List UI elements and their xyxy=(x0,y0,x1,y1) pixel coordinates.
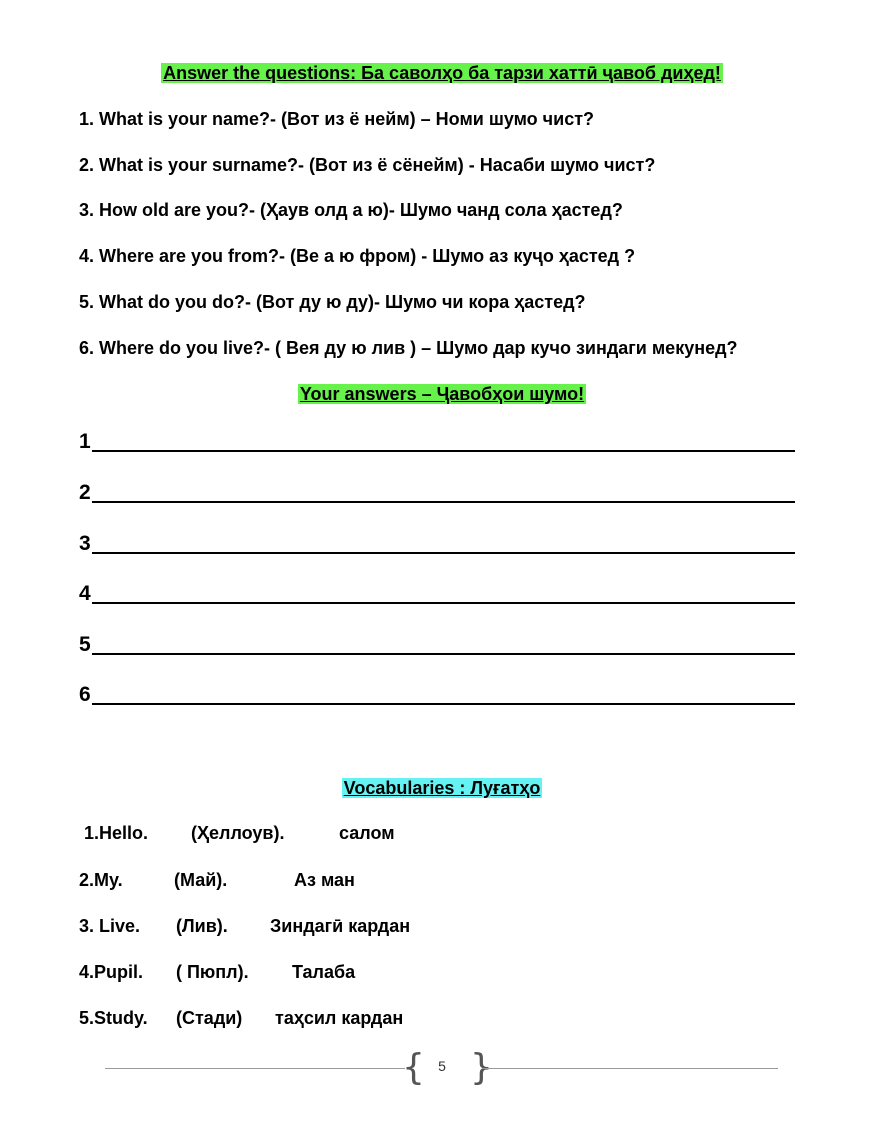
vocab-heading-text: Vocabularies : Луғатҳо xyxy=(343,778,541,798)
vocab-pronunciation: (Май). xyxy=(174,870,228,890)
answer-line-5[interactable] xyxy=(79,629,795,659)
answer-number: 1 xyxy=(79,430,91,453)
vocab-pronunciation: ( Пюпл). xyxy=(176,962,249,982)
answer-blank[interactable] xyxy=(92,552,795,554)
vocab-word: 5.Study. xyxy=(79,1008,148,1028)
vocab-pronunciation: (Ҳеллоув). xyxy=(191,823,285,843)
answer-number: 5 xyxy=(79,633,91,656)
answer-blank[interactable] xyxy=(92,703,795,705)
vocab-word: 1.Hello. xyxy=(84,823,149,843)
questions-heading-text: Answer the questions: Ба саволҳо ба тарзи хаттӣ ҷавоб диҳед! xyxy=(163,63,721,83)
answers-heading-text: Your answers – Ҷавобҳои шумо! xyxy=(299,384,585,404)
answer-number: 3 xyxy=(79,532,91,555)
answer-line-4[interactable] xyxy=(79,578,795,608)
right-brace-icon: } xyxy=(470,1047,493,1088)
question-3: 3. How old are you?- (Ҳаув олд а ю)- Шумо чанд сола ҳастед? xyxy=(79,200,623,220)
vocab-translation: салом xyxy=(339,823,395,843)
vocab-pronunciation: (Лив). xyxy=(176,916,228,936)
vocab-word: 4.Pupil. xyxy=(79,962,144,982)
answer-blank[interactable] xyxy=(92,602,795,604)
answer-line-1[interactable] xyxy=(79,426,795,456)
question-6: 6. Where do you live?- ( Вея ду ю лив ) – Шумо дар кучо зиндаги мекунед? xyxy=(79,338,738,358)
vocab-word: 3. Live. xyxy=(79,916,141,936)
vocab-translation: Аз ман xyxy=(294,870,355,890)
left-brace-icon: { xyxy=(402,1047,425,1088)
answer-blank[interactable] xyxy=(92,450,795,452)
question-2: 2. What is your surname?- (Вот из ё сёнейм) - Насаби шумо чист? xyxy=(79,155,656,175)
answer-number: 2 xyxy=(79,481,91,504)
vocab-heading xyxy=(0,776,884,800)
footer-rule-left xyxy=(105,1068,405,1069)
vocab-pronunciation: (Стади) xyxy=(176,1008,243,1028)
vocab-word: 2.My. xyxy=(79,870,123,890)
vocab-translation: Талаба xyxy=(292,962,356,982)
answer-number: 4 xyxy=(79,582,91,605)
question-4: 4. Where are you from?- (Ве а ю фром) - Шумо аз куҷо ҳастед ? xyxy=(79,246,636,266)
answer-line-3[interactable] xyxy=(79,528,795,558)
page-number: 5 xyxy=(438,1058,446,1074)
vocab-translation: Зиндагӣ кардан xyxy=(270,916,411,936)
answer-blank[interactable] xyxy=(92,653,795,655)
questions-heading xyxy=(0,61,884,85)
vocab-translation: таҳсил кардан xyxy=(275,1008,404,1028)
footer-rule-right xyxy=(482,1068,778,1069)
answer-blank[interactable] xyxy=(92,501,795,503)
question-1: 1. What is your name?- (Вот из ё нейм) – Номи шумо чист? xyxy=(79,109,595,129)
answer-line-2[interactable] xyxy=(79,477,795,507)
question-5: 5. What do you do?- (Вот ду ю ду)- Шумо чи кора ҳастед? xyxy=(79,292,586,312)
answer-number: 6 xyxy=(79,683,91,706)
answers-heading xyxy=(0,382,884,406)
answer-line-6[interactable] xyxy=(79,679,795,709)
